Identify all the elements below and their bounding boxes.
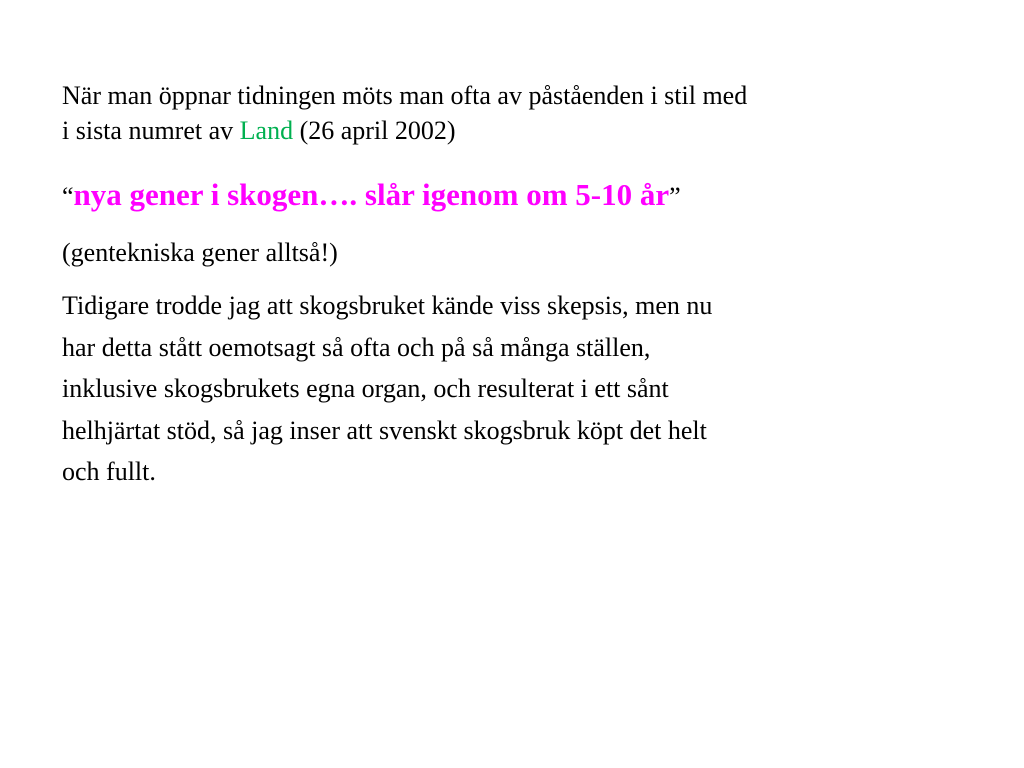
- quote-open-mark: “: [62, 182, 74, 211]
- intro-line-2-before: i sista numret av: [62, 116, 240, 145]
- body-line: har detta stått oemotsagt så ofta och på så många ställen,: [62, 332, 651, 362]
- quote-text: nya gener i skogen…. slår igenom om 5-10 år: [73, 177, 670, 212]
- body-paragraph: [62, 285, 982, 493]
- body-line: Tidigare trodde jag att skogsbruket kände viss skepsis, men nu: [62, 291, 713, 320]
- body-line: och fullt.: [62, 457, 156, 486]
- publication-name: Land: [239, 116, 294, 145]
- intro-line-1: När man öppnar tidningen möts man ofta av påståenden i stil med: [62, 81, 748, 110]
- intro-line-2-after: (26 april 2002): [293, 116, 456, 145]
- quote-paragraph: [62, 175, 982, 217]
- quote-close-mark: ”: [669, 182, 681, 211]
- aside-paragraph: (gentekniska gener alltså!): [62, 238, 338, 267]
- slide-content: [62, 78, 982, 493]
- body-line: helhjärtat stöd, så jag inser att svenskt skogsbruk köpt det helt: [62, 415, 707, 445]
- body-line: inklusive skogsbrukets egna organ, och resulterat i ett sånt: [62, 374, 669, 403]
- intro-paragraph: [62, 78, 982, 148]
